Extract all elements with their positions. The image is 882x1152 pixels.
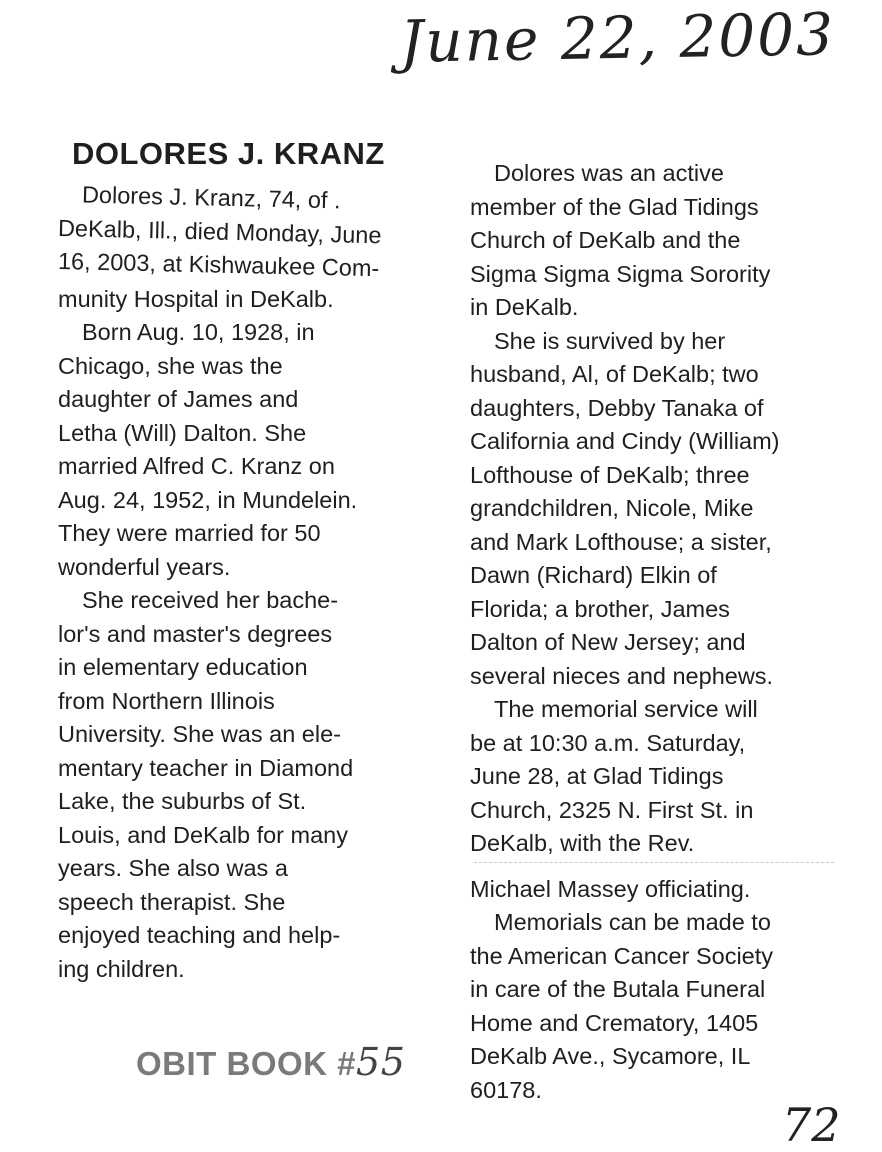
column-break-rule: [474, 862, 834, 863]
text-line: married Alfred C. Kranz on: [58, 453, 335, 479]
text-line: Florida; a brother, James: [470, 595, 730, 622]
text-line: munity Hospital in DeKalb.: [58, 285, 334, 312]
text-line: husband, Al, of DeKalb; two: [470, 361, 759, 387]
text-line: The memorial service will: [494, 696, 758, 722]
text-line: Louis, and DeKalb for many: [58, 821, 348, 848]
text-line: mentary teacher in Diamond: [58, 754, 354, 781]
text-line: years. She also was a: [58, 855, 288, 881]
handwritten-page-number: 72: [782, 1098, 841, 1152]
text-line: daughters, Debby Tanaka of: [470, 394, 764, 421]
text-line: wonderful years.: [58, 553, 231, 580]
text-line: Born Aug. 10, 1928, in: [82, 319, 315, 345]
text-line: in care of the Butala Funeral: [470, 976, 766, 1002]
text-line: They were married for 50: [58, 520, 321, 546]
text-line: the American Cancer Society: [470, 942, 774, 969]
text-line: Aug. 24, 1952, in Mundelein.: [58, 486, 358, 513]
text-line: Sigma Sigma Sigma Sorority: [470, 260, 771, 287]
text-line: Church of DeKalb and the: [470, 227, 741, 253]
stamp-label: OBIT BOOK #: [136, 1045, 357, 1082]
text-line: from Northern Illinois: [58, 687, 275, 714]
text-line: She is survived by her: [494, 327, 726, 354]
text-line: Dalton of New Jersey; and: [470, 629, 746, 655]
text-line: Dolores J. Kranz, 74, of .: [81, 181, 341, 214]
obituary-headline: DOLORES J. KRANZ: [72, 136, 385, 171]
stamp-number: 55: [356, 1040, 406, 1084]
text-line: Letha (Will) Dalton. She: [58, 419, 307, 446]
text-line: Dawn (Richard) Elkin of: [470, 562, 717, 588]
text-line: She received her bache-: [82, 587, 339, 613]
text-line: member of the Glad Tidings: [470, 193, 759, 220]
text-line: DeKalb Ave., Sycamore, IL: [470, 1043, 751, 1069]
text-line: daughter of James and: [58, 386, 299, 412]
text-line: several nieces and nephews.: [470, 662, 774, 689]
text-line: 60178.: [470, 1076, 542, 1103]
text-line: Chicago, she was the: [58, 352, 283, 379]
text-line: lor's and master's degrees: [58, 620, 333, 647]
text-line: Lofthouse of DeKalb; three: [470, 461, 750, 488]
right-column: [470, 157, 850, 1107]
text-line: Church, 2325 N. First St. in: [470, 796, 754, 823]
text-line: Lake, the suburbs of St.: [58, 788, 307, 814]
obit-book-stamp: [136, 1040, 405, 1084]
left-column: [57, 136, 438, 986]
text-line: Dolores was an active: [494, 160, 724, 186]
text-line: Michael Massey officiating.: [470, 875, 751, 902]
text-line: be at 10:30 a.m. Saturday,: [470, 729, 746, 756]
text-line: and Mark Lofthouse; a sister,: [470, 528, 772, 555]
text-line: DeKalb, with the Rev.: [470, 830, 695, 856]
text-line: ing children.: [58, 955, 185, 982]
text-line: June 28, at Glad Tidings: [470, 763, 724, 789]
text-line: 16, 2003, at Kishwaukee Com-: [57, 248, 380, 282]
text-line: University. She was an ele-: [58, 721, 341, 747]
text-line: grandchildren, Nicole, Mike: [470, 495, 754, 521]
text-line: DeKalb, Ill., died Monday, June: [57, 214, 382, 248]
handwritten-date: June 22, 2003: [399, 0, 836, 76]
text-line: in DeKalb.: [470, 294, 579, 320]
text-line: enjoyed teaching and help-: [58, 922, 341, 948]
text-line: California and Cindy (William): [470, 428, 780, 454]
text-line: Home and Crematory, 1405: [470, 1009, 759, 1036]
text-line: speech therapist. She: [58, 888, 286, 915]
text-line: in elementary education: [58, 654, 308, 680]
text-line: Memorials can be made to: [494, 909, 771, 935]
